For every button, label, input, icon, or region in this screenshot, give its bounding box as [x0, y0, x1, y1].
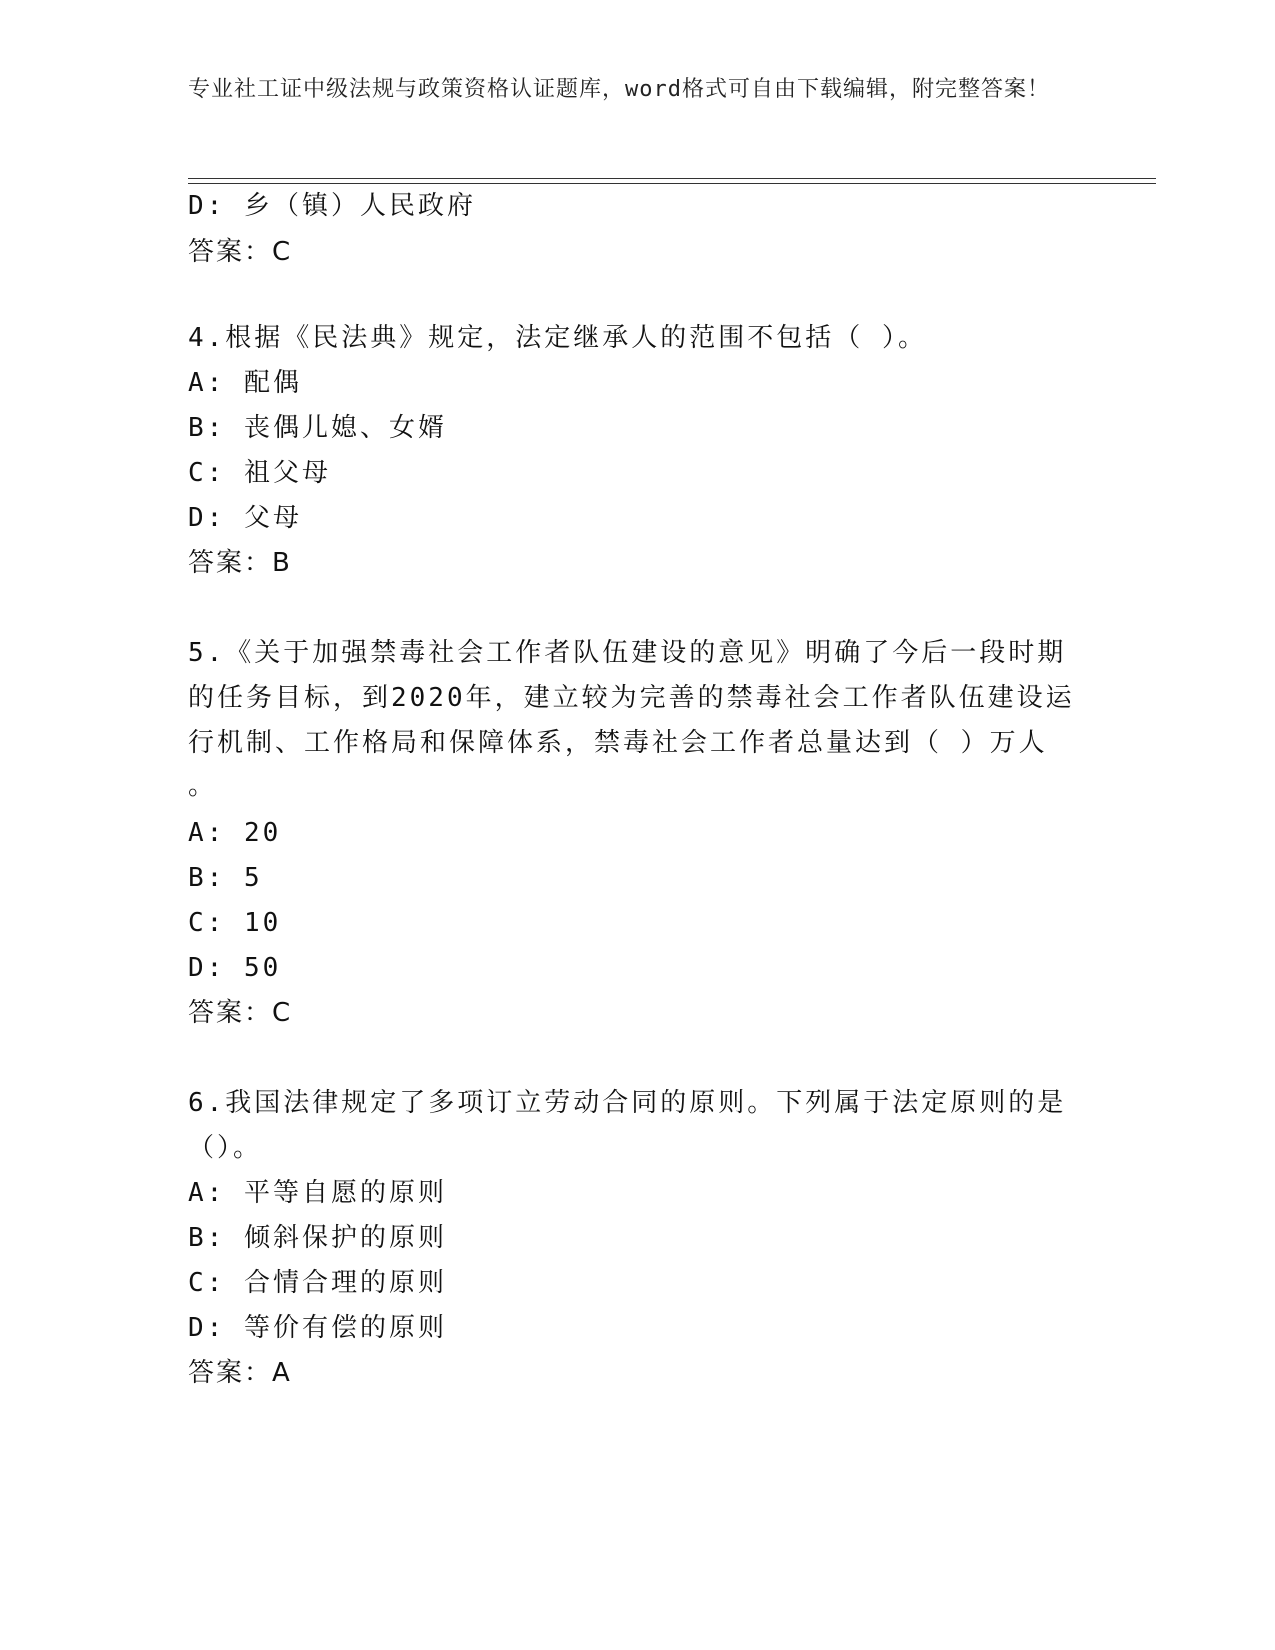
document-header: 专业社工证中级法规与政策资格认证题库，word格式可自由下载编辑，附完整答案！ [188, 77, 1050, 102]
q6-stem-line-2: （）。 [188, 1133, 263, 1163]
q4-answer: 答案：B [188, 548, 292, 578]
q5-stem-line-4: 。 [188, 771, 218, 801]
q6-answer: 答案：A [188, 1358, 292, 1388]
header-rule-top [188, 178, 1156, 179]
q4-option-a: A: 配偶 [188, 368, 302, 398]
q5-answer: 答案：C [188, 998, 293, 1028]
q5-option-b: B: 5 [188, 863, 263, 893]
q5-stem-line-1: 5.《关于加强禁毒社会工作者队伍建设的意见》明确了今后一段时期 [188, 638, 1067, 668]
q4-option-b: B: 丧偶儿媳、女婿 [188, 413, 447, 443]
header-rule-bottom [188, 183, 1156, 184]
q4-stem: 4.根据《民法典》规定，法定继承人的范围不包括（ ）。 [188, 323, 927, 353]
q5-stem-line-3: 行机制、工作格局和保障体系，禁毒社会工作者总量达到（ ）万人 [188, 728, 1048, 758]
q6-option-c: C: 合情合理的原则 [188, 1268, 447, 1298]
q6-option-b: B: 倾斜保护的原则 [188, 1223, 447, 1253]
q6-option-d: D: 等价有偿的原则 [188, 1313, 447, 1343]
q4-option-d: D: 父母 [188, 503, 302, 533]
q3-option-d: D: 乡（镇）人民政府 [188, 191, 476, 221]
q5-stem-line-2: 的任务目标，到2020年，建立较为完善的禁毒社会工作者队伍建设运 [188, 683, 1075, 713]
q5-option-d: D: 50 [188, 953, 282, 983]
q5-option-c: C: 10 [188, 908, 282, 938]
q4-option-c: C: 祖父母 [188, 458, 331, 488]
q3-answer: 答案：C [188, 237, 293, 267]
q6-stem-line-1: 6.我国法律规定了多项订立劳动合同的原则。下列属于法定原则的是 [188, 1088, 1067, 1118]
q6-option-a: A: 平等自愿的原则 [188, 1178, 447, 1208]
q5-option-a: A: 20 [188, 818, 282, 848]
